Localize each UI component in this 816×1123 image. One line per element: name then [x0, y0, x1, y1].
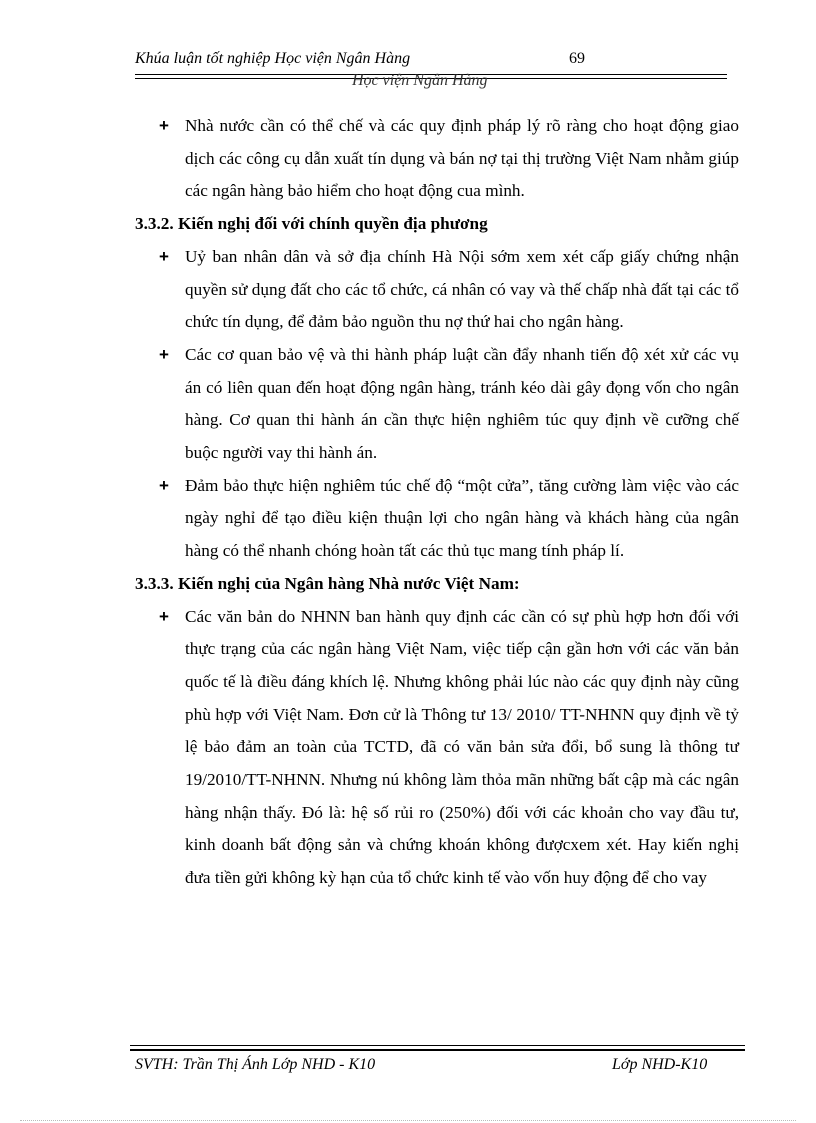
- bullet-item-1-text: Nhà nước cần có thể chế và các quy định pháp lý rõ ràng cho hoạt động giao dịch các công cụ dẫn xuất tín dụng và bán nợ tại thị trường Việt Nam nhằm giúp các ngân hàng bảo hiểm cho hoạt động cua mình.: [185, 116, 739, 201]
- section-heading-3-3-3: 3.3.3. Kiến nghị của Ngân hàng Nhà nước Việt Nam:: [135, 573, 520, 593]
- bullet-item-3: [159, 339, 739, 470]
- bullet-item-4-text: Đảm bảo thực hiện nghiêm túc chế độ “một cửa”, tăng cường làm việc vào các ngày nghỉ để tạo điều kiện thuận lợi cho ngân hàng và khách hàng của ngân hàng có thể nhanh chóng hoàn tất các thủ tục mang tính pháp lí.: [185, 475, 739, 561]
- bullet-item-2: [159, 241, 739, 339]
- section-heading-3-3-2: 3.3.2. Kiến nghị đối với chính quyền địa phương: [135, 214, 488, 234]
- page-edge-dotted-line: [20, 1120, 796, 1121]
- bullet-item-3-text: Các cơ quan bảo vệ và thi hành pháp luật cần đẩy nhanh tiến độ xét xử các vụ án có liên quan đến hoạt động ngân hàng, tránh kéo dài gây đọng vốn cho ngân hàng. Cơ quan thi hành án cần thực hiện nghiêm túc quy định về cưỡng chế buộc người vay thi hành án.: [185, 344, 739, 463]
- plus-bullet-icon: +: [159, 344, 169, 364]
- body-content: [0, 110, 816, 895]
- plus-bullet-icon: +: [159, 116, 169, 135]
- footer-class: Lớp NHD-K10: [612, 1056, 708, 1073]
- footer-rule-top: [130, 1045, 745, 1046]
- bullet-item-5: [159, 601, 739, 895]
- bullet-item-1: [159, 110, 739, 208]
- footer-rule-bottom: [130, 1049, 745, 1051]
- header-title: Khúa luận tốt nghiệp Học viện Ngân Hàng: [135, 50, 411, 67]
- bullet-item-2-text: Uỷ ban nhân dân và sở địa chính Hà Nội sớm xem xét cấp giấy chứng nhận quyền sử dụng đất cho các tổ chức, cá nhân có vay và thế chấp nhà đất tại các tổ chức tín dụng, để đảm bảo nguồn thu nợ thứ hai cho ngân hàng.: [185, 246, 739, 332]
- bullet-item-5-text: Các văn bản do NHNN ban hành quy định các cần có sự phù hợp hơn đối với thực trạng của các ngân hàng Việt Nam, việc tiếp cận gần hơn với các văn bản quốc tế là điều đáng khích lệ. Nhưng không phải lúc nào các quy định này cũng phù hợp với Việt Nam. Đơn cử là Thông tư 13/ 2010/ TT-NHNN quy định về tỷ lệ bảo đảm an toàn của TCTD, đã có văn bản sửa đổi, bổ sung là thông tư 19/2010/TT-NHNN. Nhưng nú không làm thỏa mãn những bất cập mà các ngân hàng nhận thấy. Đó là: hệ số rủi ro (250%) đối với các khoản cho vay đầu tư, kinh doanh bất động sản và chứng khoán không đượcxem xét. Hay kiến nghị đưa tiền gửi không kỳ hạn của tổ chức kinh tế vào vốn huy động để cho vay: [185, 606, 739, 888]
- plus-bullet-icon: +: [159, 475, 169, 495]
- bullet-item-4: [159, 470, 739, 568]
- plus-bullet-icon: +: [159, 246, 169, 266]
- plus-bullet-icon: +: [159, 606, 169, 626]
- page-number: 69: [569, 50, 585, 67]
- footer-author: SVTH: Trần Thị Ánh Lớp NHD - K10: [135, 1056, 376, 1073]
- header-subtitle: Học viện Ngân Hàng: [352, 72, 488, 89]
